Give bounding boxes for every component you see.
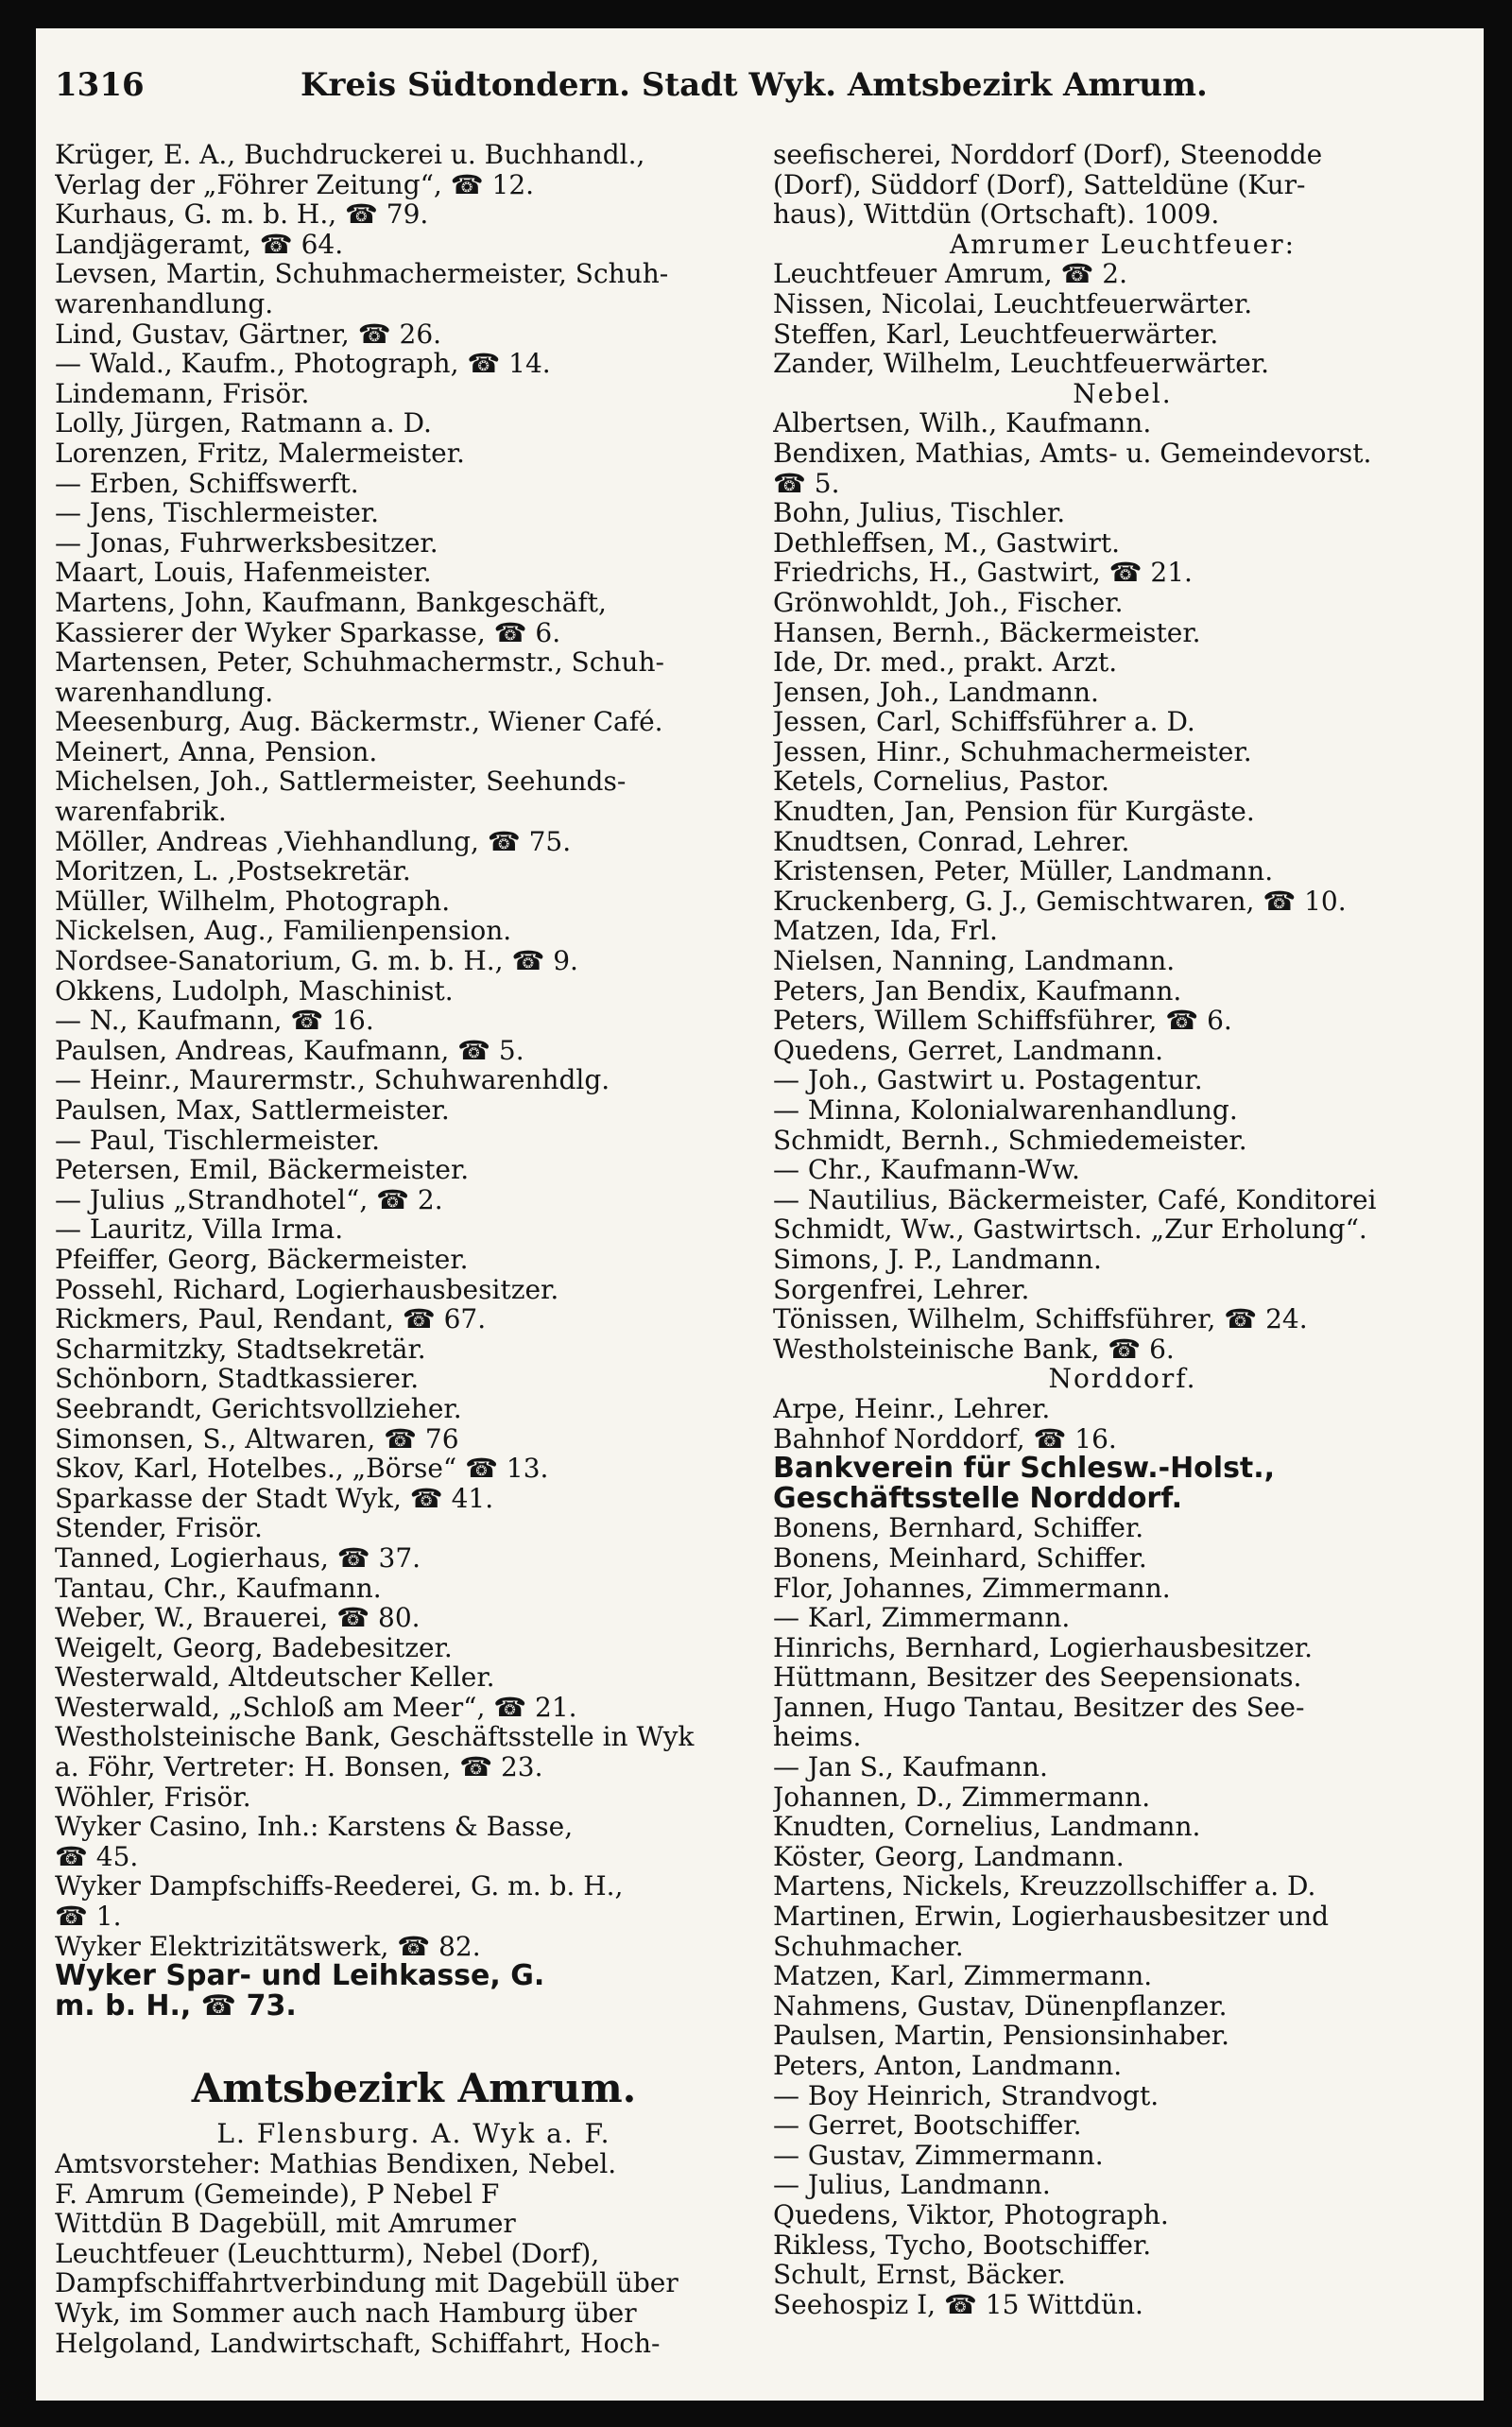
directory-line: warenfabrik. (55, 797, 227, 827)
directory-page (36, 28, 1484, 2401)
directory-line: Martinen, Erwin, Logierhausbesitzer und (773, 1902, 1330, 1932)
right-intro (773, 140, 1472, 230)
directory-line: Nordsee-Sanatorium, G. m. b. H., ☎ 9. (55, 946, 578, 976)
directory-line: Wyker Elektrizitätswerk, ☎ 82. (55, 1931, 481, 1962)
directory-line: Lind, Gustav, Gärtner, ☎ 26. (55, 318, 442, 350)
section-line: Wittdün B Dagebüll, mit Amrumer (55, 2209, 516, 2239)
directory-line: Friedrichs, H., Gastwirt, ☎ 21. (773, 558, 1193, 588)
directory-line: Krüger, E. A., Buchdruckerei u. Buchhandl., (55, 140, 645, 170)
directory-line: Geschäftsstelle Norddorf. (773, 1483, 1183, 1514)
directory-line: Wyker Spar- und Leihkasse, G. (55, 1961, 545, 1991)
leuchtfeuer-entry-list (773, 259, 1472, 378)
directory-line: Knudtsen, Conrad, Lehrer. (773, 826, 1130, 857)
section-line: Wyk, im Sommer auch nach Hamburg über (55, 2298, 637, 2329)
directory-line: Jessen, Carl, Schiffsführer a. D. (773, 707, 1195, 737)
directory-line: Nahmens, Gustav, Dünenpflanzer. (773, 1990, 1228, 2022)
section-heading: Amtsbezirk Amrum. (191, 2065, 637, 2112)
directory-line: Schönborn, Stadtkassierer. (55, 1364, 420, 1394)
section-gap (55, 2021, 773, 2058)
directory-line: — Jan S., Kaufmann. (773, 1752, 1048, 1782)
directory-line: Paulsen, Martin, Pensionsinhaber. (773, 2021, 1230, 2051)
directory-line: Lindemann, Frisör. (55, 378, 310, 409)
directory-line: Hüttmann, Besitzer des Seepensionats. (773, 1662, 1302, 1693)
directory-line: Albertsen, Wilh., Kaufmann. (773, 408, 1152, 439)
directory-line: seefischerei, Norddorf (Dorf), Steenodde (773, 140, 1323, 170)
directory-line: Lorenzen, Fritz, Malermeister. (55, 438, 465, 469)
directory-line: Sparkasse der Stadt Wyk, ☎ 41. (55, 1483, 494, 1514)
directory-line: Westerwald, „Schloß am Meer“, ☎ 21. (55, 1692, 577, 1723)
directory-line: Kristensen, Peter, Müller, Landmann. (773, 856, 1274, 886)
directory-line: Westerwald, Altdeutscher Keller. (55, 1662, 495, 1693)
directory-line: Stender, Frisör. (55, 1513, 263, 1543)
directory-line: Landjägeramt, ☎ 64. (55, 229, 344, 260)
directory-line: Rikless, Tycho, Bootschiffer. (773, 2229, 1152, 2261)
directory-line: Dethleffsen, M., Gastwirt. (773, 527, 1121, 559)
running-title: Kreis Südtondern. Stadt Wyk. Amtsbezirk Amrum. (301, 66, 1208, 104)
directory-line: — Jens, Tischlermeister. (55, 498, 379, 528)
directory-line: Wyker Dampfschiffs-Reederei, G. m. b. H., (55, 1871, 624, 1902)
left-column (55, 140, 773, 2358)
directory-line: Wyker Casino, Inh.: Karstens & Basse, (55, 1812, 574, 1842)
directory-line: Paulsen, Max, Sattlermeister. (55, 1095, 450, 1126)
section-line: Dampfschiffahrtverbindung mit Dagebüll über (55, 2268, 679, 2298)
directory-line: Seebrandt, Gerichtsvollzieher. (55, 1393, 462, 1424)
directory-line: ☎ 45. (55, 1841, 139, 1872)
directory-line: Schuhmacher. (773, 1931, 964, 1962)
directory-line: — Erben, Schiffswerft. (55, 468, 359, 499)
subsection-heading-leuchtfeuer: Amrumer Leuchtfeuer: (949, 229, 1297, 260)
directory-line: Nissen, Nicolai, Leuchtfeuerwärter. (773, 288, 1253, 319)
directory-line: — Karl, Zimmermann. (773, 1603, 1071, 1633)
directory-line: Bendixen, Mathias, Amts- u. Gemeindevorst. (773, 438, 1372, 469)
directory-line: Meesenburg, Aug. Bäckermstr., Wiener Café. (55, 707, 663, 737)
directory-line: — Nautilius, Bäckermeister, Café, Konditorei (773, 1184, 1377, 1215)
directory-line: — Minna, Kolonialwarenhandlung. (773, 1095, 1238, 1126)
directory-line: — Paul, Tischlermeister. (55, 1125, 381, 1156)
directory-line: Bonens, Bernhard, Schiffer. (773, 1513, 1144, 1543)
directory-line: Okkens, Ludolph, Maschinist. (55, 975, 454, 1007)
directory-line: — Boy Heinrich, Strandvogt. (773, 2080, 1160, 2111)
directory-line: Tantau, Chr., Kaufmann. (55, 1573, 382, 1604)
directory-line: Seehospiz I, ☎ 15 Wittdün. (773, 2289, 1143, 2320)
directory-line: Müller, Wilhelm, Photograph. (55, 886, 451, 917)
directory-line: Quedens, Gerret, Landmann. (773, 1035, 1164, 1066)
directory-line: haus), Wittdün (Ortschaft). 1009. (773, 199, 1220, 230)
directory-line: Martensen, Peter, Schuhmachermstr., Schuh- (55, 647, 664, 678)
directory-line: Moritzen, L. ,Postsekretär. (55, 856, 411, 886)
directory-line: Schmidt, Ww., Gastwirtsch. „Zur Erholung“. (773, 1214, 1367, 1245)
directory-line: — Wald., Kaufm., Photograph, ☎ 14. (55, 349, 551, 379)
directory-line: Tanned, Logierhaus, ☎ 37. (55, 1542, 421, 1574)
section-line: Leuchtfeuer (Leuchtturm), Nebel (Dorf), (55, 2238, 600, 2269)
directory-line: — Gustav, Zimmermann. (773, 2140, 1104, 2171)
directory-line: Weber, W., Brauerei, ☎ 80. (55, 1603, 421, 1633)
directory-line: — Joh., Gastwirt u. Postagentur. (773, 1065, 1203, 1095)
subsection-heading-norddorf: Norddorf. (1048, 1364, 1197, 1394)
directory-line: Zander, Wilhelm, Leuchtfeuerwärter. (773, 349, 1270, 379)
directory-line: Lolly, Jürgen, Ratmann a. D. (55, 408, 432, 439)
directory-line: Leuchtfeuer Amrum, ☎ 2. (773, 259, 1128, 289)
directory-line: Hansen, Bernh., Bäckermeister. (773, 617, 1201, 648)
directory-line: Nickelsen, Aug., Familienpension. (55, 916, 512, 947)
norddorf-entry-list-a (773, 1394, 1472, 1454)
directory-line: Knudten, Jan, Pension für Kurgäste. (773, 797, 1255, 827)
norddorf-bold-entry (773, 1454, 1472, 1513)
directory-line: Scharmitzky, Stadtsekretär. (55, 1334, 426, 1365)
directory-line: (Dorf), Süddorf (Dorf), Satteldüne (Kur- (773, 169, 1306, 200)
directory-line: Flor, Johannes, Zimmermann. (773, 1573, 1171, 1604)
directory-line: warenhandlung. (55, 288, 274, 319)
directory-line: Nielsen, Nanning, Landmann. (773, 946, 1176, 976)
directory-line: Sorgenfrei, Lehrer. (773, 1274, 1030, 1305)
page-number: 1316 (55, 66, 145, 104)
left-entry-list (55, 140, 773, 1961)
directory-line: Quedens, Viktor, Photograph. (773, 2199, 1169, 2230)
directory-line: Möller, Andreas ,Viehhandlung, ☎ 75. (55, 826, 572, 857)
directory-line: Tönissen, Wilhelm, Schiffsführer, ☎ 24. (773, 1304, 1308, 1334)
right-column (773, 140, 1472, 2319)
directory-line: Michelsen, Joh., Sattlermeister, Seehunds- (55, 766, 627, 798)
directory-line: Bohn, Julius, Tischler. (773, 498, 1066, 528)
directory-line: Ide, Dr. med., prakt. Arzt. (773, 647, 1118, 678)
directory-line: — Gerret, Bootschiffer. (773, 2110, 1082, 2141)
norddorf-entry-list-b (773, 1513, 1472, 2319)
directory-line: Levsen, Martin, Schuhmachermeister, Schuh- (55, 259, 669, 289)
directory-line: Maart, Louis, Hafenmeister. (55, 558, 432, 588)
directory-line: Peters, Anton, Landmann. (773, 2051, 1123, 2081)
section-line: Helgoland, Landwirtschaft, Schiffahrt, Hoch- (55, 2328, 661, 2359)
section-line: L. Flensburg. A. Wyk a. F. (216, 2119, 611, 2149)
directory-line: Kassierer der Wyker Sparkasse, ☎ 6. (55, 617, 561, 648)
directory-line: Jannen, Hugo Tantau, Besitzer des See- (773, 1692, 1305, 1723)
directory-line: — Heinr., Maurermstr., Schuhwarenhdlg. (55, 1065, 610, 1095)
directory-line: Pfeiffer, Georg, Bäckermeister. (55, 1244, 469, 1275)
directory-line: Kurhaus, G. m. b. H., ☎ 79. (55, 199, 429, 230)
directory-line: Matzen, Ida, Frl. (773, 916, 998, 947)
directory-line: Bahnhof Norddorf, ☎ 16. (773, 1423, 1117, 1454)
directory-line: Peters, Willem Schiffsführer, ☎ 6. (773, 1006, 1232, 1036)
directory-line: Petersen, Emil, Bäckermeister. (55, 1155, 470, 1185)
directory-line: ☎ 1. (55, 1902, 122, 1932)
directory-line: Schult, Ernst, Bäcker. (773, 2260, 1066, 2290)
directory-line: Matzen, Karl, Zimmermann. (773, 1961, 1153, 1991)
directory-line: Bonens, Meinhard, Schiffer. (773, 1542, 1147, 1574)
directory-line: — Julius „Strandhotel“, ☎ 2. (55, 1184, 443, 1215)
directory-line: m. b. H., ☎ 73. (55, 1990, 297, 2022)
directory-line: Bankverein für Schlesw.-Holst., (773, 1454, 1276, 1484)
directory-line: Skov, Karl, Hotelbes., „Börse“ ☎ 13. (55, 1454, 549, 1484)
section-line: F. Amrum (Gemeinde), P Nebel F (55, 2178, 500, 2210)
directory-line: Martens, Nickels, Kreuzzollschiffer a. D. (773, 1871, 1316, 1902)
nebel-entry-list (773, 408, 1472, 1364)
section-line: Amtsvorsteher: Mathias Bendixen, Nebel. (55, 2149, 617, 2179)
directory-line: Ketels, Cornelius, Pastor. (773, 766, 1110, 798)
directory-line: Köster, Georg, Landmann. (773, 1841, 1125, 1872)
directory-line: Jessen, Hinr., Schuhmachermeister. (773, 736, 1252, 767)
directory-line: Steffen, Karl, Leuchtfeuerwärter. (773, 318, 1219, 350)
directory-line: Martens, John, Kaufmann, Bankgeschäft, (55, 587, 607, 618)
directory-line: Paulsen, Andreas, Kaufmann, ☎ 5. (55, 1035, 524, 1066)
directory-line: Possehl, Richard, Logierhausbesitzer. (55, 1274, 559, 1305)
directory-line: Grönwohldt, Joh., Fischer. (773, 587, 1124, 618)
directory-line: Arpe, Heinr., Lehrer. (773, 1393, 1051, 1424)
subsection-heading-nebel: Nebel. (1073, 378, 1173, 409)
directory-line: a. Föhr, Vertreter: H. Bonsen, ☎ 23. (55, 1752, 543, 1782)
directory-line: Knudten, Cornelius, Landmann. (773, 1812, 1201, 1842)
directory-line: heims. (773, 1722, 862, 1753)
directory-line: Westholsteinische Bank, Geschäftsstelle in Wyk (55, 1722, 695, 1753)
directory-line: Rickmers, Paul, Rendant, ☎ 67. (55, 1304, 487, 1334)
directory-line: Simonsen, S., Altwaren, ☎ 76 (55, 1423, 459, 1454)
section-intro (55, 2119, 773, 2358)
directory-line: Simons, J. P., Landmann. (773, 1244, 1102, 1275)
directory-line: Peters, Jan Bendix, Kaufmann. (773, 975, 1182, 1007)
directory-line: Hinrichs, Bernhard, Logierhausbesitzer. (773, 1632, 1314, 1663)
directory-line: Weigelt, Georg, Badebesitzer. (55, 1632, 453, 1663)
directory-line: Verlag der „Föhrer Zeitung“, ☎ 12. (55, 169, 535, 200)
directory-line: — Lauritz, Villa Irma. (55, 1214, 344, 1245)
directory-line: Westholsteinische Bank, ☎ 6. (773, 1334, 1175, 1365)
left-bold-entry (55, 1961, 773, 2021)
directory-line: Schmidt, Bernh., Schmiedemeister. (773, 1125, 1247, 1156)
page-header (55, 66, 1453, 132)
directory-line: — N., Kaufmann, ☎ 16. (55, 1006, 374, 1036)
directory-line: — Chr., Kaufmann-Ww. (773, 1155, 1080, 1185)
directory-line: ☎ 5. (773, 468, 840, 499)
directory-line: — Julius, Landmann. (773, 2170, 1051, 2200)
directory-line: Kruckenberg, G. J., Gemischtwaren, ☎ 10. (773, 886, 1347, 917)
directory-line: warenhandlung. (55, 677, 274, 708)
directory-line: Wöhler, Frisör. (55, 1782, 251, 1813)
directory-line: Johannen, D., Zimmermann. (773, 1782, 1151, 1813)
directory-line: Meinert, Anna, Pension. (55, 736, 378, 767)
directory-line: Jensen, Joh., Landmann. (773, 677, 1099, 708)
directory-line: — Jonas, Fuhrwerksbesitzer. (55, 527, 438, 559)
